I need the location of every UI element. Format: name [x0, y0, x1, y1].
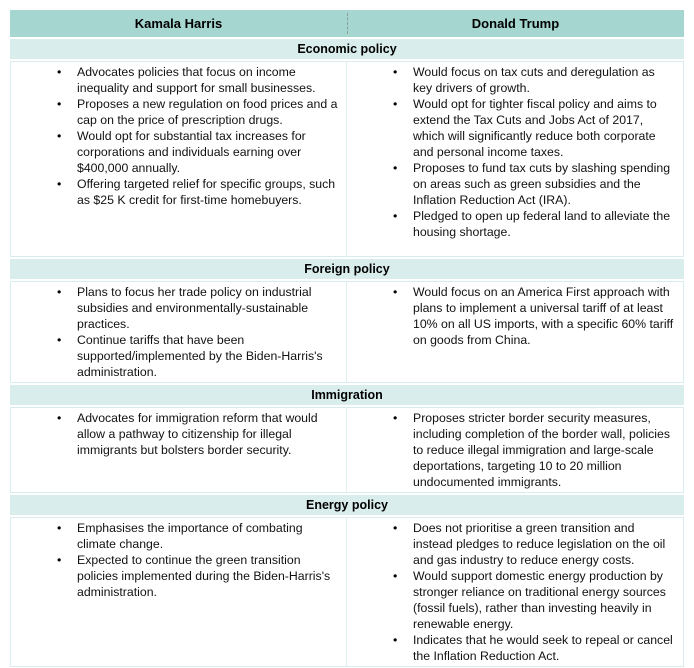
section-header-foreign-policy — [10, 259, 684, 279]
economic-policy-row — [10, 61, 684, 257]
bullet-item: • Does not prioritise a green transition and instead pledges to reduce legislation on the oil and gas industry to reduce energy costs. — [389, 520, 677, 568]
bullet-item: • Proposes a new regulation on food prices and a cap on the price of prescription drugs. — [53, 96, 340, 128]
bullet-item: • Advocates for immigration reform that would allow a pathway to citizenship for illegal immigrants but bolsters border security. — [53, 410, 340, 458]
bullet-item: • Plans to focus her trade policy on industrial subsidies and environmentally-sustainable practices. — [53, 284, 340, 332]
column-header-donald-trump: Donald Trump — [471, 16, 560, 31]
section-title: Immigration — [311, 388, 383, 402]
foreign-trump-cell — [347, 281, 684, 383]
energy-harris-list — [11, 520, 340, 600]
column-header-kamala-harris: Kamala Harris — [134, 16, 223, 31]
bullet-item: • Emphasises the importance of combating climate change. — [53, 520, 340, 552]
immigration-harris-cell — [10, 407, 347, 493]
foreign-harris-list — [11, 284, 340, 380]
section-header-energy-policy — [10, 495, 684, 515]
bullet-item: • Proposes to fund tax cuts by slashing spending on areas such as green subsidies and the Inflation Reduction Act (IRA). — [389, 160, 677, 208]
foreign-policy-row — [10, 281, 684, 383]
bullet-item: • Would opt for substantial tax increases for corporations and individuals earning over $400,000 annually. — [53, 128, 340, 176]
economic-harris-list — [11, 64, 340, 208]
energy-policy-row — [10, 517, 684, 667]
column-divider-dashed — [347, 13, 348, 34]
bullet-item: • Advocates policies that focus on income inequality and support for small businesses. — [53, 64, 340, 96]
bullet-item: • Expected to continue the green transition policies implemented during the Biden-Harris's administration. — [53, 552, 340, 600]
bullet-item: • Pledged to open up federal land to alleviate the housing shortage. — [389, 208, 677, 240]
section-title: Economic policy — [297, 42, 397, 56]
economic-harris-cell — [10, 61, 347, 257]
section-title: Energy policy — [306, 498, 388, 512]
bullet-item: • Offering targeted relief for specific groups, such as $25 K credit for first-time homebuyers. — [53, 176, 340, 208]
bullet-item: • Would support domestic energy production by stronger reliance on traditional energy sources (fossil fuels), rather than investing heavily in renewable energy. — [389, 568, 677, 632]
section-header-immigration — [10, 385, 684, 405]
bullet-item: • Would opt for tighter fiscal policy and aims to extend the Tax Cuts and Jobs Act of 2017, which will significantly reduce both corporate and personal income taxes. — [389, 96, 677, 160]
bullet-item: • Proposes stricter border security measures, including completion of the border wall, policies to reduce illegal immigration and large-scale deportations, targeting 10 to 20 million undocumented immigrants. — [389, 410, 677, 490]
foreign-harris-cell — [10, 281, 347, 383]
economic-trump-list — [347, 64, 677, 240]
section-title: Foreign policy — [304, 262, 390, 276]
energy-trump-cell — [347, 517, 684, 667]
bullet-item: • Continue tariffs that have been supported/implemented by the Biden-Harris's administration. — [53, 332, 340, 380]
policy-comparison-table — [10, 10, 684, 668]
table-header-row — [10, 10, 684, 37]
bullet-item: • Indicates that he would seek to repeal or cancel the Inflation Reduction Act. — [389, 632, 677, 664]
bullet-item: • Would focus on tax cuts and deregulation as key drivers of growth. — [389, 64, 677, 96]
bullet-item: • Would focus on an America First approach with plans to implement a universal tariff of at least 10% on all US imports, with a specific 60% tariff on goods from China. — [389, 284, 677, 348]
immigration-trump-cell — [347, 407, 684, 493]
economic-trump-cell — [347, 61, 684, 257]
foreign-trump-list — [347, 284, 677, 348]
energy-trump-list — [347, 520, 677, 664]
energy-harris-cell — [10, 517, 347, 667]
immigration-row — [10, 407, 684, 493]
immigration-trump-list — [347, 410, 677, 490]
section-header-economic-policy — [10, 39, 684, 59]
immigration-harris-list — [11, 410, 340, 458]
